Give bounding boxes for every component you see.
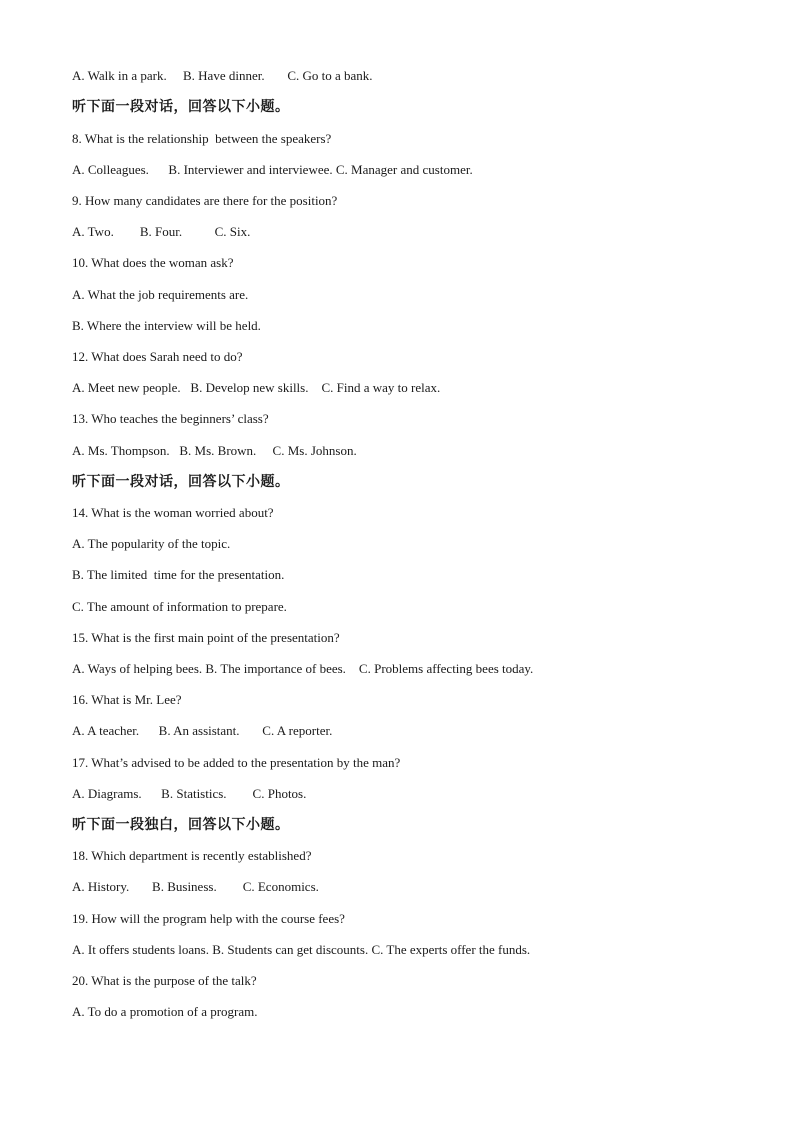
question-17: 17. What’s advised to be added to the presentation by the man? — [72, 755, 401, 770]
question-16: 16. What is Mr. Lee? — [72, 692, 182, 707]
answer-option: A. The popularity of the topic. — [72, 536, 231, 551]
answer-options: A. It offers students loans. B. Students can get discounts. C. The experts offer the funds. — [72, 942, 531, 957]
answer-option: C. The amount of information to prepare. — [72, 599, 287, 614]
section-heading: 听下面一段对话，回答以下小题。 — [72, 99, 290, 115]
answer-option: B. Where the interview will be held. — [72, 318, 261, 333]
answer-options: A. Diagrams. B. Statistics. C. Photos. — [72, 786, 307, 801]
section-heading: 听下面一段对话，回答以下小题。 — [72, 474, 290, 490]
question-12: 12. What does Sarah need to do? — [72, 349, 243, 364]
question-8: 8. What is the relationship between the speakers? — [72, 131, 332, 146]
answer-options: A. Colleagues. B. Interviewer and interviewee. C. Manager and customer. — [72, 162, 473, 177]
answer-option: A. To do a promotion of a program. — [72, 1004, 258, 1019]
answer-options: A. History. B. Business. C. Economics. — [72, 879, 319, 894]
answer-options: A. A teacher. B. An assistant. C. A reporter. — [72, 723, 333, 738]
answer-options: A. Two. B. Four. C. Six. — [72, 224, 251, 239]
question-9: 9. How many candidates are there for the position? — [72, 193, 338, 208]
question-14: 14. What is the woman worried about? — [72, 505, 274, 520]
answer-option: B. The limited time for the presentation. — [72, 567, 285, 582]
answer-options: A. Walk in a park. B. Have dinner. C. Go to a bank. — [72, 68, 373, 83]
answer-options: A. Ms. Thompson. B. Ms. Brown. C. Ms. Johnson. — [72, 443, 357, 458]
answer-option: A. What the job requirements are. — [72, 287, 249, 302]
question-15: 15. What is the first main point of the presentation? — [72, 630, 340, 645]
section-heading: 听下面一段独白，回答以下小题。 — [72, 817, 290, 833]
question-19: 19. How will the program help with the course fees? — [72, 911, 345, 926]
answer-options: A. Ways of helping bees. B. The importance of bees. C. Problems affecting bees today. — [72, 661, 534, 676]
question-10: 10. What does the woman ask? — [72, 255, 234, 270]
question-13: 13. Who teaches the beginners’ class? — [72, 411, 269, 426]
question-18: 18. Which department is recently established? — [72, 848, 312, 863]
answer-options: A. Meet new people. B. Develop new skills. C. Find a way to relax. — [72, 380, 441, 395]
question-20: 20. What is the purpose of the talk? — [72, 973, 257, 988]
